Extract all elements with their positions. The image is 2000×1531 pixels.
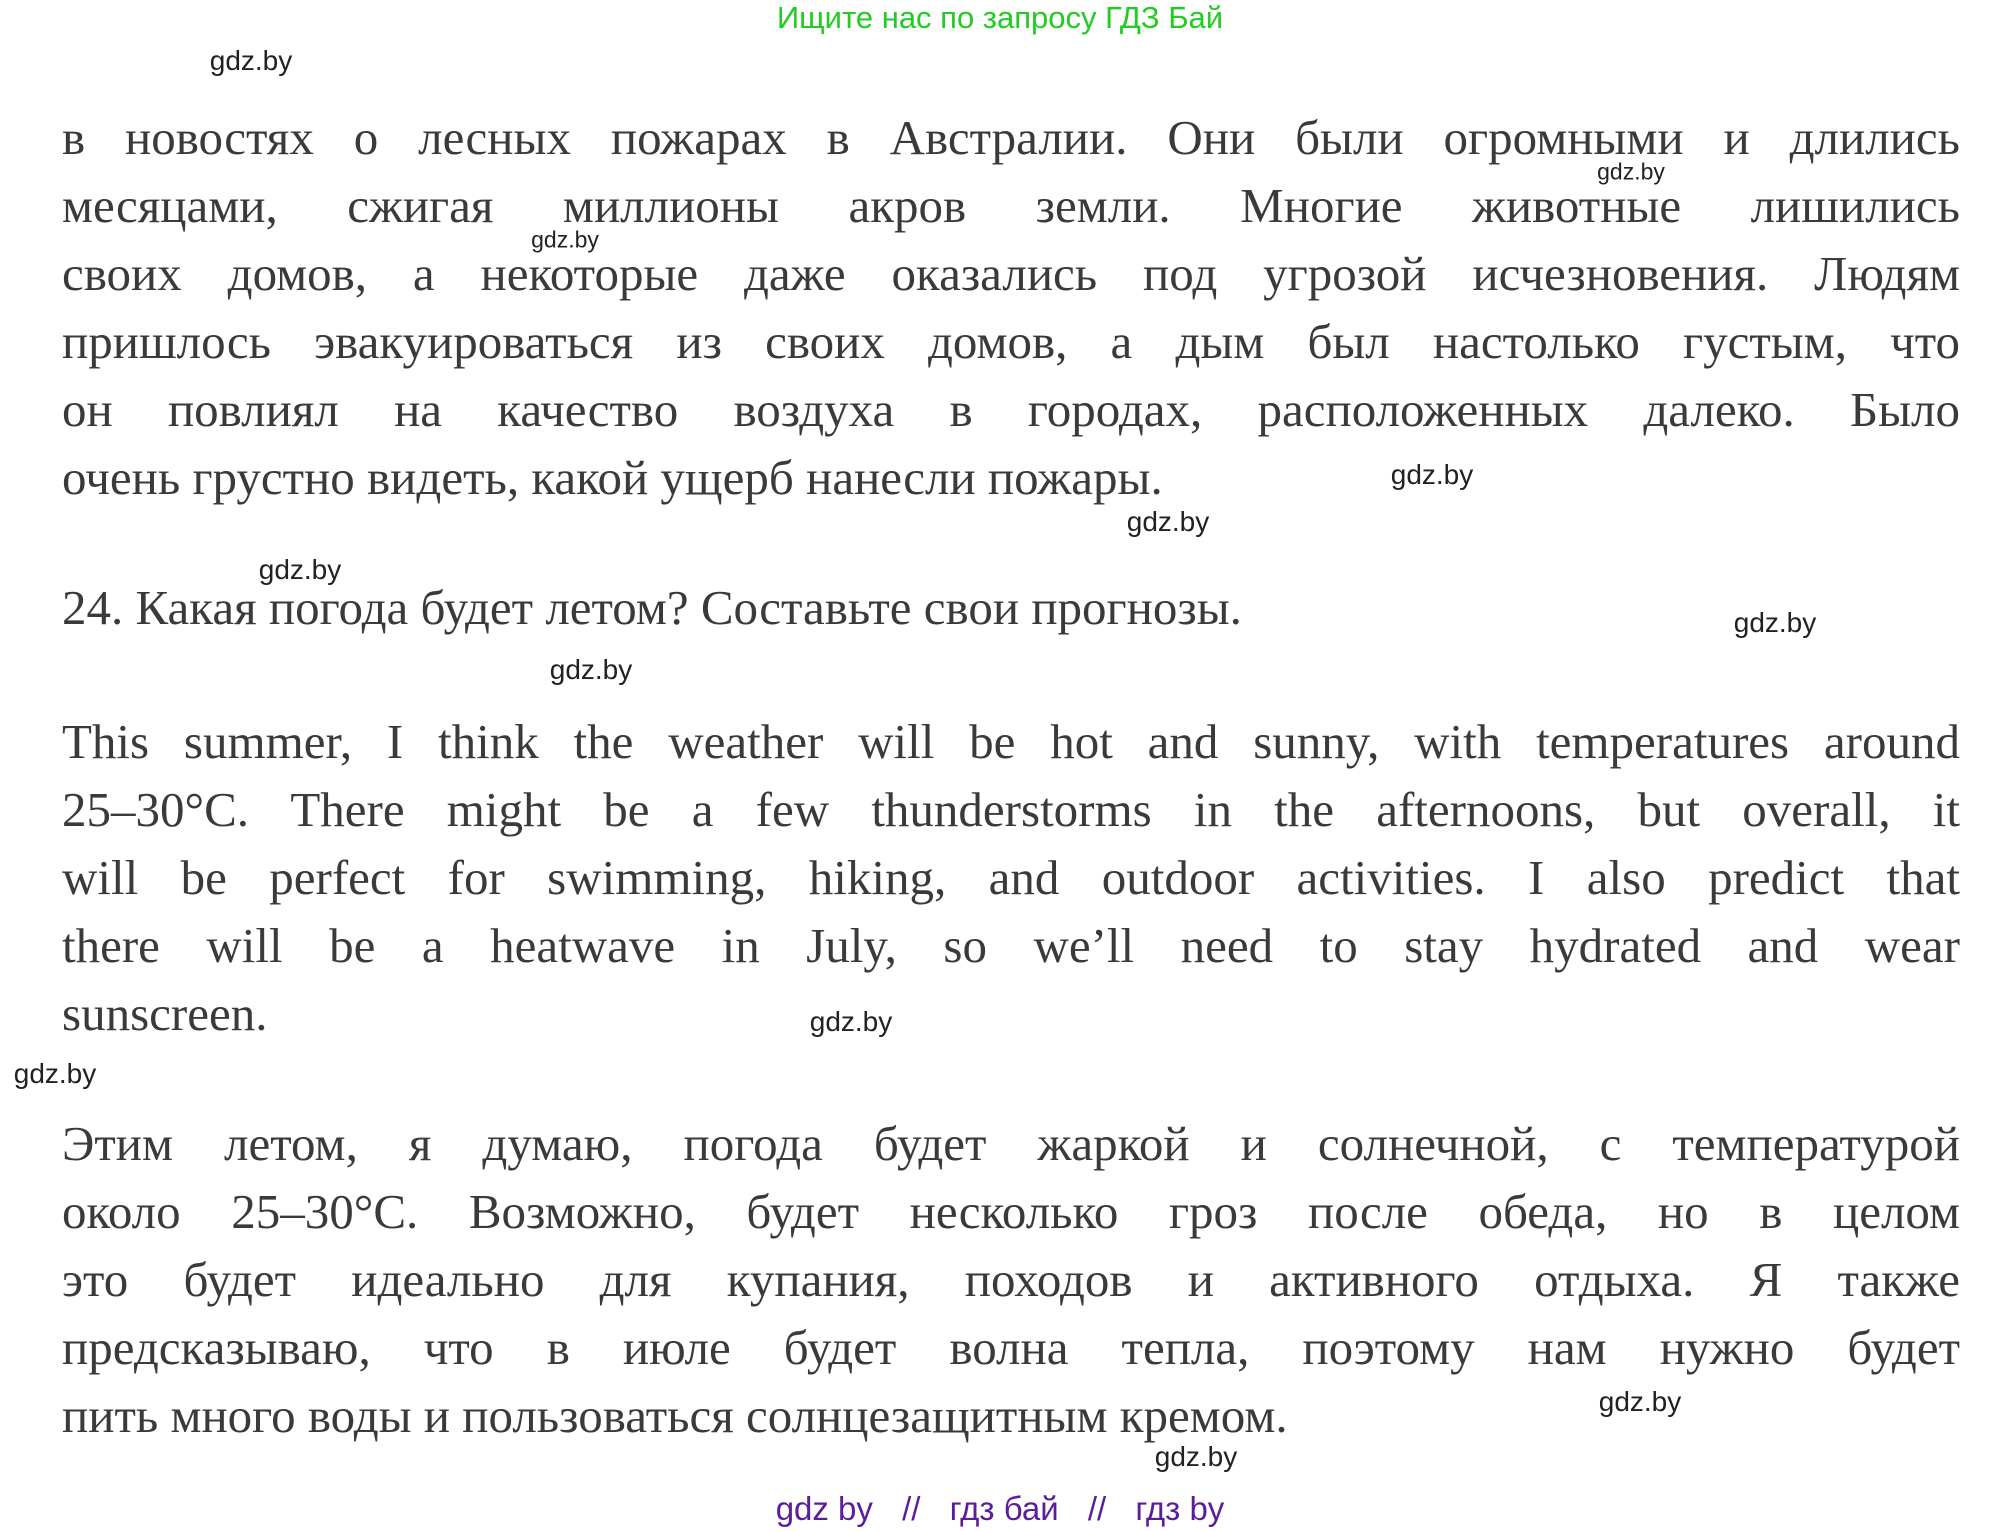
text-line: 25–30°C. There might be a few thunderstorms in the afternoons, but overall, it [62,782,1960,837]
watermark: gdz.by [531,226,599,253]
watermark: gdz.by [1598,1386,1682,1417]
text-line: sunscreen. [62,986,268,1041]
text-line: месяцами, сжигая миллионы акров земли. Многие животные лишились [62,178,1960,233]
text-line: очень грустно видеть, какой ущерб нанесли пожары. [62,450,1163,505]
watermark: gdz.by [209,45,293,76]
watermark: gdz.by [1597,158,1665,185]
text-line: will be perfect for swimming, hiking, and outdoor activities. I also predict that [62,850,1960,905]
watermark: gdz.by [1733,607,1817,638]
text-line: около 25–30°C. Возможно, будет несколько гроз после обеда, но в целом [62,1184,1960,1239]
text-line: предсказываю, что в июле будет волна тепла, поэтому нам нужно будет [62,1320,1960,1375]
watermark: gdz.by [1126,506,1210,537]
watermark: gdz.by [809,1006,893,1037]
footer-links [0,1490,2000,1528]
footer-link-gdz-bai[interactable]: гдз бай [949,1490,1059,1527]
watermark: gdz.by [1154,1441,1238,1472]
watermark: gdz.by [13,1058,97,1089]
footer-link-gdz-by-ru[interactable]: гдз by [1135,1490,1225,1527]
text-line: пришлось эвакуироваться из своих домов, а дым был настолько густым, что [62,314,1960,369]
task-heading: 24. Какая погода будет летом? Составьте свои прогнозы. [62,580,1242,635]
footer-separator: // [902,1490,921,1527]
watermark: gdz.by [1390,459,1474,490]
text-line: он повлиял на качество воздуха в городах, расположенных далеко. Было [62,382,1960,437]
search-hint-banner: Ищите нас по запросу ГДЗ Бай [776,0,1224,35]
footer-separator: // [1087,1490,1107,1527]
watermark: gdz.by [258,554,342,585]
text-line: это будет идеально для купания, походов и активного отдыха. Я также [62,1252,1960,1307]
text-line: в новостях о лесных пожарах в Австралии. Они были огромными и длились [62,110,1960,165]
text-line: there will be a heatwave in July, so we’ll need to stay hydrated and wear [62,918,1960,973]
text-line: пить много воды и пользоваться солнцезащитным кремом. [62,1388,1288,1443]
watermark: gdz.by [549,654,633,685]
footer-link-gdz-by[interactable]: gdz by [775,1490,873,1527]
text-line: This summer, I think the weather will be hot and sunny, with temperatures around [62,714,1960,769]
text-line: своих домов, а некоторые даже оказались под угрозой исчезновения. Людям [62,246,1960,301]
text-line: Этим летом, я думаю, погода будет жаркой и солнечной, с температурой [62,1116,1960,1171]
